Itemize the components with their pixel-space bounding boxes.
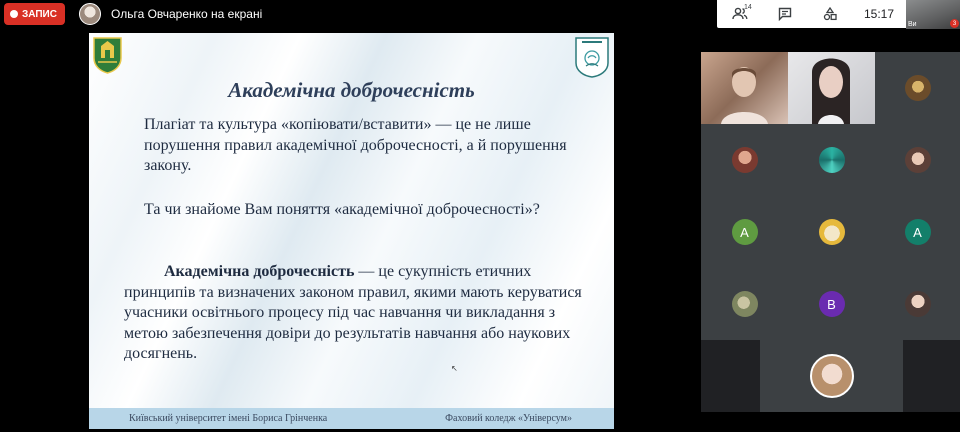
presenter-avatar bbox=[79, 3, 101, 25]
participant-avatar bbox=[905, 291, 931, 317]
top-bar bbox=[0, 0, 960, 30]
meeting-controls bbox=[717, 0, 906, 28]
participant-avatar bbox=[905, 75, 931, 101]
college-logo-icon bbox=[574, 36, 610, 79]
participant-initial-avatar: A bbox=[905, 219, 931, 245]
activities-icon bbox=[823, 7, 837, 21]
participant-tile-9[interactable] bbox=[875, 196, 960, 268]
participant-initial-avatar: B bbox=[819, 291, 845, 317]
participant-avatar bbox=[819, 147, 845, 173]
participant-video-2[interactable] bbox=[788, 52, 875, 124]
participant-tile-5[interactable] bbox=[788, 124, 875, 196]
definition-text: — це сукупність етичних принципів та визначених законом правил, якими мають керуватися учасники освітнього процесу під час навчання чи викладання з метою забезпечення довіри до результатів навчання або наукових досягнень. bbox=[124, 263, 582, 362]
university-crest-icon bbox=[92, 36, 123, 74]
chat-icon bbox=[778, 7, 792, 21]
recording-badge[interactable] bbox=[4, 3, 65, 25]
participant-avatar bbox=[732, 291, 758, 317]
participant-tile-3[interactable] bbox=[875, 52, 960, 124]
definition-term: Академічна доброчесність bbox=[164, 263, 355, 280]
participant-tile-13[interactable] bbox=[760, 340, 903, 412]
chat-button[interactable] bbox=[762, 0, 807, 28]
participant-tile-11[interactable] bbox=[788, 268, 875, 340]
participant-video-1[interactable] bbox=[701, 52, 788, 124]
slide-paragraph-1: Плагіат та культура «копіювати/вставити» — це не лише порушення правил академічної доброчесності, а й порушення закону. bbox=[144, 116, 567, 174]
self-video-thumbnail[interactable] bbox=[906, 0, 960, 29]
participant-avatar bbox=[819, 219, 845, 245]
footer-college: Фаховий коледж «Універсум» bbox=[445, 413, 572, 424]
participant-tile-6[interactable] bbox=[875, 124, 960, 196]
presentation-slide bbox=[89, 33, 614, 429]
self-badge: 3 bbox=[950, 19, 959, 28]
footer-university: Київський університет імені Бориса Грінченка bbox=[129, 413, 328, 424]
participant-avatar bbox=[810, 354, 854, 398]
people-button[interactable] bbox=[717, 0, 762, 28]
participant-tile-7[interactable] bbox=[701, 196, 788, 268]
participant-portrait-icon bbox=[701, 52, 788, 124]
participant-avatar bbox=[732, 147, 758, 173]
participant-portrait-icon bbox=[788, 52, 875, 124]
mouse-cursor-icon: ↖ bbox=[451, 364, 458, 373]
record-dot-icon bbox=[10, 10, 18, 18]
recording-label: ЗАПИС bbox=[22, 8, 57, 20]
people-count: 14 bbox=[744, 4, 752, 11]
participant-tile-10[interactable] bbox=[701, 268, 788, 340]
participants-grid bbox=[701, 52, 960, 412]
activities-button[interactable] bbox=[807, 0, 852, 28]
clock-time: 15:17 bbox=[863, 7, 895, 21]
participant-tile-4[interactable] bbox=[701, 124, 788, 196]
participant-tile-12[interactable] bbox=[875, 268, 960, 340]
slide-title: Академічна доброчесність bbox=[228, 78, 475, 102]
slide-footer bbox=[89, 408, 614, 429]
presenter-status: Ольга Овчаренко на екрані bbox=[111, 7, 263, 21]
participant-avatar bbox=[905, 147, 931, 173]
slide-paragraph-2: Та чи знайоме Вам поняття «академічної доброчесності»? bbox=[144, 201, 540, 218]
participant-initial-avatar: A bbox=[732, 219, 758, 245]
participant-tile-8[interactable] bbox=[788, 196, 875, 268]
slide-paragraph-3 bbox=[124, 262, 584, 365]
self-label: Ви bbox=[908, 21, 917, 28]
